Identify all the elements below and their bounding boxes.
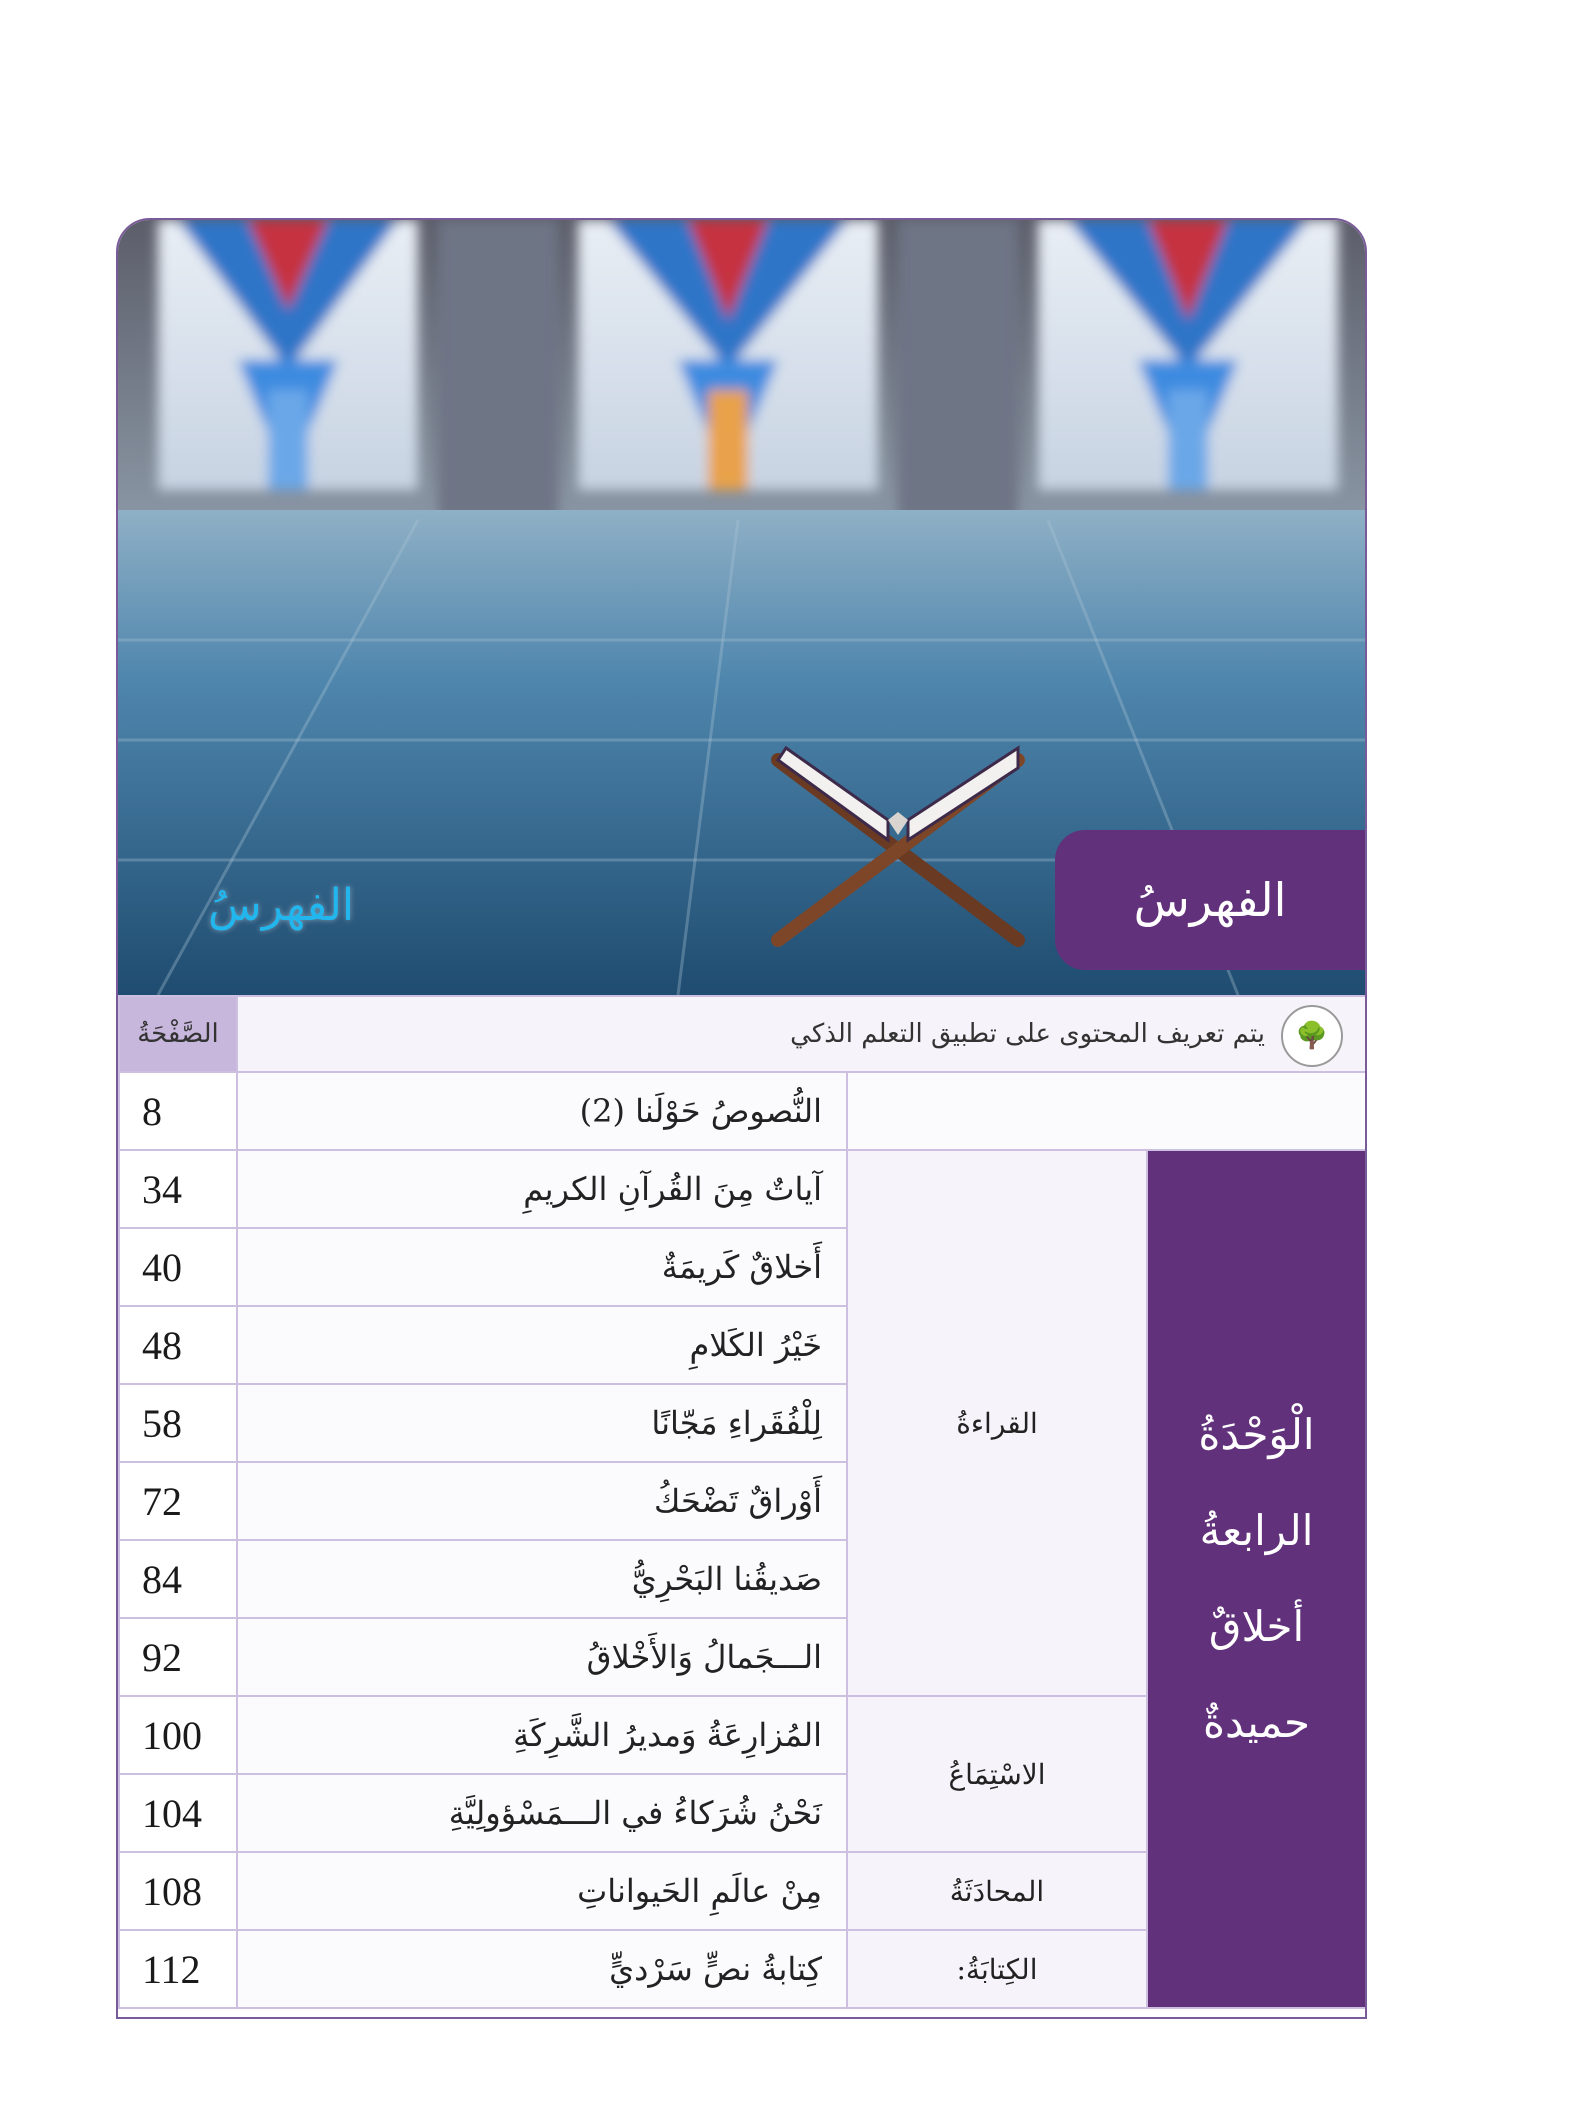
lesson-title[interactable]: أَخلاقٌ كَريمَةٌ xyxy=(237,1228,847,1306)
page-number: 40 xyxy=(119,1228,237,1306)
page-column-header: الصَّفْحَةُ xyxy=(119,996,237,1072)
page-number: 84 xyxy=(119,1540,237,1618)
page-number: 34 xyxy=(119,1150,237,1228)
intro-row xyxy=(119,1072,1366,1150)
page-number: 58 xyxy=(119,1384,237,1462)
section-name: القراءةُ xyxy=(847,1150,1147,1696)
unit-title-line: أخلاقٌ xyxy=(1208,1602,1305,1651)
index-title-badge: الفهرسُ xyxy=(1055,830,1365,970)
smart-learning-notice xyxy=(237,996,1366,1072)
section-name: الكِتابَةُ: xyxy=(847,1930,1147,2008)
blank-cell xyxy=(847,1072,1366,1150)
index-title-overlay: الفهرسُ xyxy=(208,880,355,931)
lesson-title[interactable]: خَيْرُ الكَلامِ xyxy=(237,1306,847,1384)
lesson-title[interactable]: مِنْ عالَمِ الحَيواناتِ xyxy=(237,1852,847,1930)
lesson-title[interactable]: كِتابةُ نصٍّ سَرْديٍّ xyxy=(237,1930,847,2008)
page-number: 8 xyxy=(119,1072,237,1150)
unit-title-line: الرابعةُ xyxy=(1199,1506,1314,1555)
lesson-title[interactable]: الـــجَمالُ وَالأَخْلاقُ xyxy=(237,1618,847,1696)
lesson-title[interactable]: آياتٌ مِنَ القُرآنِ الكريمِ xyxy=(237,1150,847,1228)
lesson-title[interactable]: صَديقُنا البَحْرِيُّ xyxy=(237,1540,847,1618)
table-row xyxy=(119,1150,1366,1228)
page-number: 48 xyxy=(119,1306,237,1384)
section-name: الاسْتِمَاعُ xyxy=(847,1696,1147,1852)
tree-logo-icon: 🌳 xyxy=(1281,1005,1343,1067)
page-number: 104 xyxy=(119,1774,237,1852)
unit-title-line: حميدةٌ xyxy=(1203,1698,1310,1747)
table-of-contents xyxy=(118,995,1367,2009)
page-number: 112 xyxy=(119,1930,237,2008)
lesson-title[interactable]: نَحْنُ شُرَكاءُ في الـــمَسْؤولِيَّةِ xyxy=(237,1774,847,1852)
page-number: 108 xyxy=(119,1852,237,1930)
header-row xyxy=(119,996,1366,1072)
lesson-title[interactable]: النُّصوصُ حَوْلَنا (2) xyxy=(237,1072,847,1150)
unit-title-line: الْوَحْدَةُ xyxy=(1198,1410,1315,1459)
lesson-title[interactable]: أَوْراقٌ تَضْحَكُ xyxy=(237,1462,847,1540)
section-name: المحادَثَةُ xyxy=(847,1852,1147,1930)
unit-title xyxy=(1147,1150,1366,2008)
lesson-title[interactable]: لِلْفُقَراءِ مَجّانًا xyxy=(237,1384,847,1462)
lesson-title[interactable]: المُزارِعَةُ وَمديرُ الشَّرِكَةِ xyxy=(237,1696,847,1774)
page-number: 72 xyxy=(119,1462,237,1540)
hero-image xyxy=(118,220,1365,995)
notice-text: يتم تعريف المحتوى على تطبيق التعلم الذكي xyxy=(790,1019,1266,1049)
page-number: 92 xyxy=(119,1618,237,1696)
toc-page-frame xyxy=(116,218,1367,2019)
page-number: 100 xyxy=(119,1696,237,1774)
